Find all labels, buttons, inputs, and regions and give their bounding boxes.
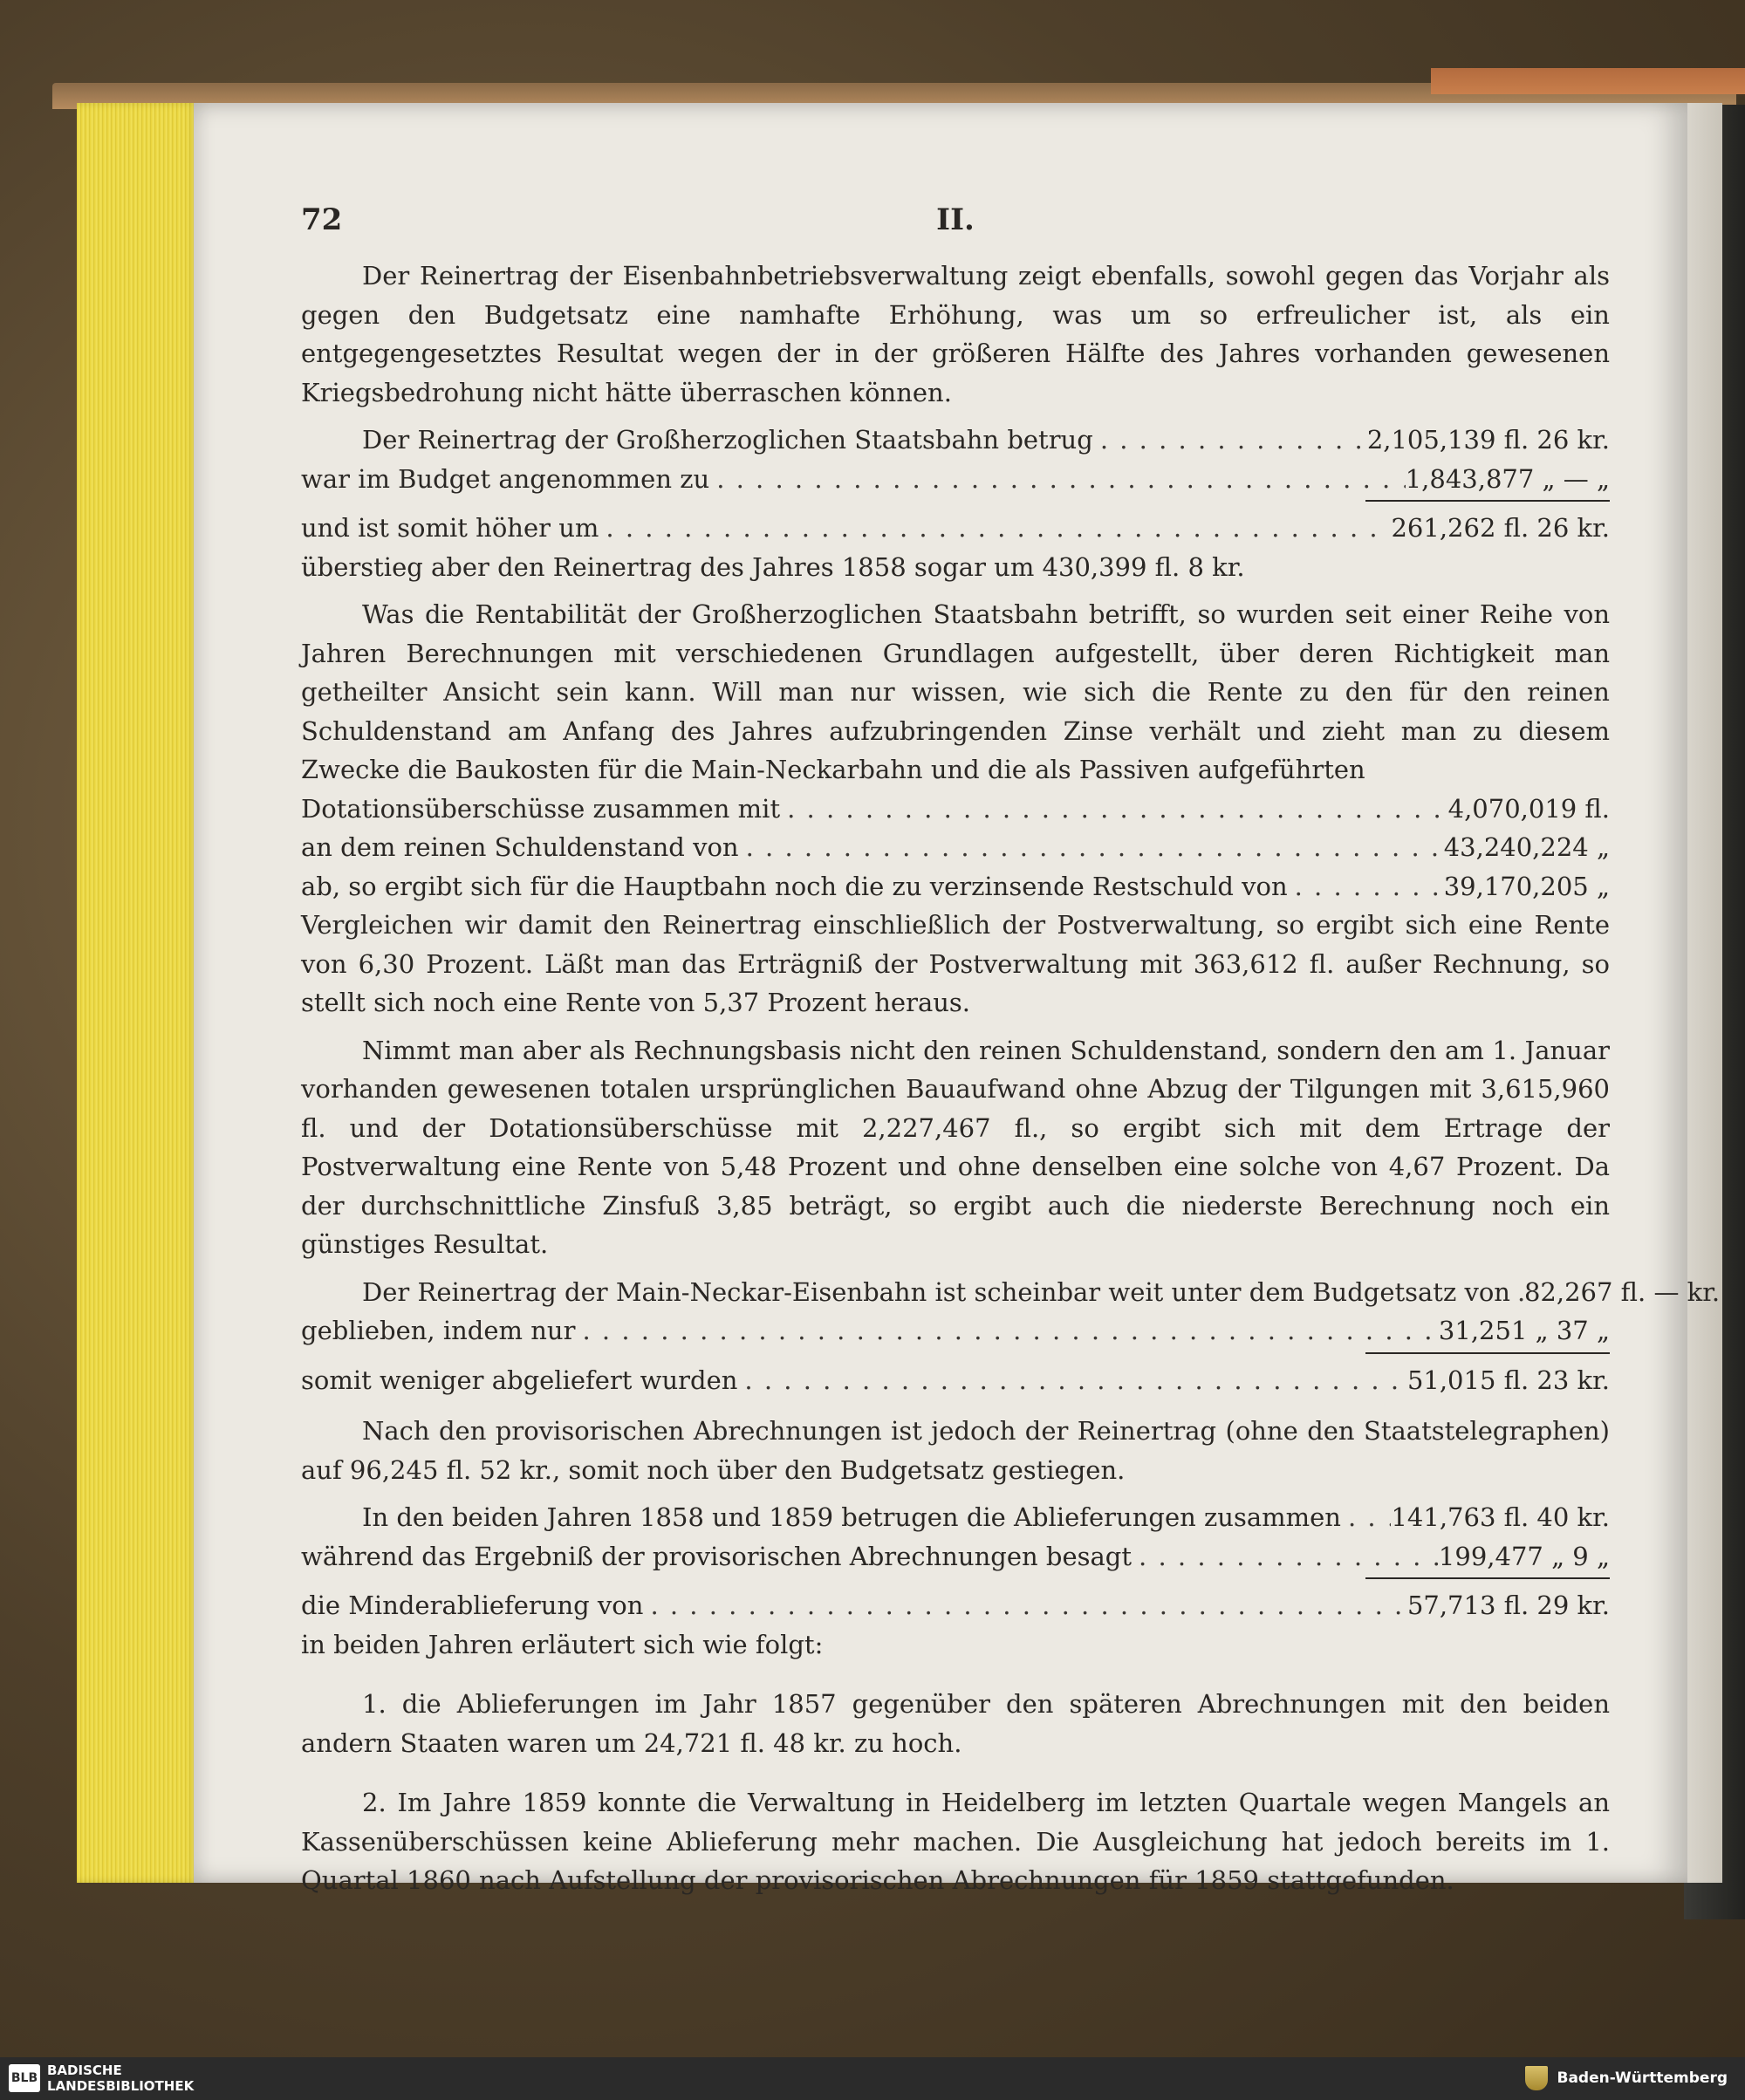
row-geblieben [301, 1311, 1610, 1351]
leader-dots [1132, 1537, 1439, 1577]
leader-dots [1341, 1498, 1392, 1537]
row-dotation [301, 790, 1610, 829]
row-amount: 82,267 fl. — kr. [1523, 1276, 1721, 1307]
library-name[interactable] [47, 2062, 194, 2094]
row-label: Der Reinertrag der Großherzoglichen Staatsbahn betrug [362, 425, 1093, 455]
row-staatsbahn [301, 421, 1610, 460]
leader-dots [739, 828, 1444, 867]
row-label: somit weniger abgeliefert wurden [301, 1365, 738, 1395]
page-edges [77, 103, 199, 1883]
paragraph-ueberstieg: überstieg aber den Reinertrag des Jahres 1858 sogar um 430,399 fl. 8 kr. [301, 551, 1245, 582]
row-label: Der Reinertrag der Main-Neckar-Eisenbahn ist scheinbar weit unter dem Budgetsatz von [362, 1276, 1510, 1307]
footer-bar [0, 2057, 1745, 2100]
paragraph-rentabilitaet: Was die Rentabilität der Großherzoglichen Staatsbahn betrifft, so wurden seit einer Reihe von Jahren Berechnungen mit verschiedenen Grundlagen aufgestellt, über deren Richtigkeit man getheilter Ansicht sein kann. Will man nur wissen, wie sich die Rente zu den für den reinen Schuldenstand am Anfang des Jahres aufzubringenden Zinse verhält und zieht man zu diesem Zwecke die Baukosten für die Main-Neckarbahn und die als Passiven aufgeführten [301, 599, 1610, 784]
row-minderablieferung [301, 1586, 1610, 1625]
row-amount: 39,170,205 „ [1443, 871, 1610, 901]
row-amount: 261,262 fl. 26 kr. [1391, 513, 1610, 543]
row-label: an dem reinen Schuldenstand von [301, 832, 739, 862]
leader-dots [737, 1361, 1407, 1400]
row-amount: 199,477 „ 9 „ [1438, 1541, 1610, 1571]
leader-dots [1288, 867, 1444, 906]
row-label: geblieben, indem nur [301, 1316, 576, 1345]
leader-dots [575, 1311, 1438, 1351]
library-name-line2: LANDESBIBLIOTHEK [47, 2078, 195, 2094]
bw-coat-of-arms-icon [1525, 2066, 1548, 2090]
row-amount: 141,763 fl. 40 kr. [1391, 1502, 1610, 1532]
row-ablieferungen [301, 1498, 1610, 1537]
list-item-1: 1. die Ablieferungen im Jahr 1857 gegenüber den späteren Abrechnungen mit den beiden andern Staaten waren um 24,721 fl. 48 kr. zu hoch. [301, 1689, 1610, 1758]
section-number: II. [936, 202, 975, 237]
row-label: Dotationsüberschüsse zusammen mit [301, 793, 781, 824]
row-label: war im Budget angenommen zu [301, 463, 710, 494]
leader-dots [780, 790, 1448, 829]
next-page-edge [1687, 103, 1722, 1883]
row-restschuld [301, 867, 1610, 906]
row-label: ab, so ergibt sich für die Hauptbahn noch die zu verzinsende Restschuld von [301, 871, 1288, 901]
leader-dots [709, 460, 1406, 499]
row-amount: 4,070,019 fl. [1447, 793, 1610, 824]
paragraph-eisenbahn: Der Reinertrag der Eisenbahnbetriebsverwaltung zeigt ebenfalls, sowohl gegen das Vorjahr als gegen den Budgetsatz eine namhafte Erhöhung, was um so erfreulicher ist, als ein entgegengesetztes Resultat wegen der in der größeren Hälfte des Jahres vorhanden gewesenen Kriegsbedrohung nicht hätte überraschen können. [301, 261, 1610, 407]
row-amount: 43,240,224 „ [1443, 832, 1610, 862]
row-label: In den beiden Jahren 1858 und 1859 betrugen die Ablieferungen zusammen [362, 1502, 1341, 1532]
row-amount: 51,015 fl. 23 kr. [1406, 1365, 1610, 1395]
sum-rule [1365, 500, 1610, 502]
paragraph-rente: Vergleichen wir damit den Reinertrag einschließlich der Postverwaltung, so ergibt sich eine Rente von 6,30 Prozent. Läßt man das Erträgniß der Postverwaltung mit 363,612 fl. außer Rechnung, so stellt sich noch eine Rente von 5,37 Prozent heraus. [301, 910, 1610, 1017]
paragraph-rechnungsbasis: Nimmt man aber als Rechnungsbasis nicht den reinen Schuldenstand, sondern den am 1. Januar vorhanden gewesenen totalen ursprünglichen Bauaufwand ohne Abzug der Tilgungen mit 3,615,960 fl. und der Dotationsüberschüsse mit 2,227,467 fl., so ergibt sich mit dem Ertrage der Postverwaltung eine Rente von 5,48 Prozent und ohne denselben eine solche von 4,67 Prozent. Da der durchschnittliche Zinsfuß 3,85 beträgt, so ergibt auch die niederste Berechnung noch ein günstiges Resultat. [301, 1035, 1610, 1259]
page-text [301, 201, 1721, 1909]
row-label: die Minderablieferung von [301, 1590, 644, 1620]
row-ergebniss [301, 1537, 1610, 1577]
bw-brand-label: Baden-Württemberg [1557, 2069, 1728, 2087]
list-item-2: 2. Im Jahre 1859 konnte die Verwaltung in Heidelberg im letzten Quartale wegen Mangels an Kassenüberschüssen keine Ablieferung mehr machen. Die Ausgleichung hat jedoch bereits im 1. Quartal 1860 nach Aufstellung der provisorischen Abrechnungen für 1859 stattgefunden. [301, 1788, 1610, 1895]
row-hoeher [301, 509, 1610, 548]
leader-dots [1093, 421, 1367, 460]
row-budget [301, 460, 1610, 499]
leader-dots [599, 509, 1391, 548]
paragraph-provisorisch: Nach den provisorischen Abrechnungen ist jedoch der Reinertrag (ohne den Staatstelegraphen) auf 96,245 fl. 52 kr., somit noch über den Budgetsatz gestiegen. [301, 1416, 1610, 1485]
row-amount: 57,713 fl. 29 kr. [1406, 1590, 1610, 1620]
blb-logo-icon[interactable]: BLB [9, 2064, 40, 2092]
row-amount: 1,843,877 „ — „ [1405, 463, 1610, 494]
row-main-neckar [301, 1273, 1721, 1312]
library-name-line1: BADISCHE [47, 2062, 122, 2078]
row-schuldenstand [301, 828, 1610, 867]
sum-rule [1365, 1352, 1610, 1354]
book-cover-tab [1431, 68, 1745, 94]
bw-brand[interactable] [1525, 2066, 1728, 2090]
leader-dots [643, 1586, 1407, 1625]
row-weniger [301, 1361, 1610, 1400]
page-number: 72 [301, 202, 343, 237]
row-amount: 2,105,139 fl. 26 kr. [1366, 425, 1610, 455]
row-label: und ist somit höher um [301, 513, 599, 543]
row-amount: 31,251 „ 37 „ [1438, 1316, 1610, 1345]
leader-dots [1510, 1273, 1524, 1312]
row-label: während das Ergebniß der provisorischen Abrechnungen besagt [301, 1541, 1133, 1571]
page-header [301, 201, 1610, 244]
sum-rule [1365, 1577, 1610, 1579]
paragraph-erlaeutert: in beiden Jahren erläutert sich wie folgt: [301, 1629, 824, 1659]
